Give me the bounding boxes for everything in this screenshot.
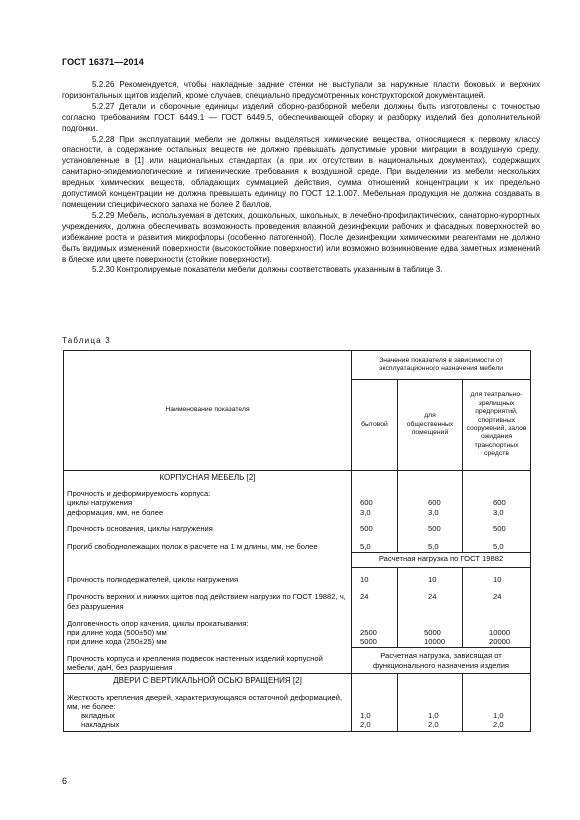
col-header-household: бытовой	[352, 380, 398, 471]
col-header-theatre: для театрально-зрелищных предприятий, спортивных сооружений, залов ожидания транспортных средств	[463, 380, 531, 471]
table-row: Прочность корпуса и крепления подвесок настенных изделий корпусной мебели, даН, без разрушения Расчетная нагрузка, зависящая от функционального назначения изделия	[64, 648, 531, 674]
document-body	[62, 80, 540, 276]
paragraph-5-2-28: 5.2.28 При эксплуатации мебели не должны выделяться химические вещества, относящиеся к первому классу опасности, а содержание остальных веществ не должно превышать допустимые уровни миграции в воздушную среду, установленные в [1] или национальных стандартах (а при их отсутствии в национальных документах), содержащих санитарно-эпидемиологические и гигиенические требования к воздушной среде. При выделении из мебели нескольких вредных химических веществ, обладающих суммацией действия, сумма отношений концентрации к их предельно допустимой концентрации не должна превышать единицу по ГОСТ 12.1.007. Мебельная продукция не должна создавать в помещении специфического запаха не более 2 баллов.	[62, 134, 540, 209]
table-row: Прочность полкодержателей, циклы нагружения 10 10 10	[64, 568, 531, 586]
table-row	[64, 553, 531, 568]
page-number: 6	[62, 776, 68, 786]
span-design-load: Расчетная нагрузка по ГОСТ 19882	[352, 553, 531, 568]
table-row: Прочность основания, циклы нагружения 500 500 500	[64, 518, 531, 534]
table-row: Жесткость крепления дверей, характеризующаяся остаточной деформацией, мм, не более: вкладных накладных 1,0 2,0 1,0 2,0 1,0 2,0	[64, 687, 531, 732]
specification-table	[63, 350, 531, 732]
table-row: Прогиб свободнолежащих полок в расчете на 1 м длины, мм, не более 5,0 5,0 5,0	[64, 534, 531, 553]
table-row: Прочность и деформируемость корпуса: циклы нагружения деформация, мм, не более 600 3,0 600 3,0 600 3,0	[64, 483, 531, 518]
table-caption: Таблица 3	[62, 336, 111, 345]
paragraph-5-2-30: 5.2.30 Контролируемые показатели мебели должны соответствовать указанным в таблице 3.	[92, 265, 443, 275]
paragraph-5-2-27: 5.2.27 Детали и сборочные единицы изделий сборно-разборной мебели должны быть изготовлены с точностью согласно требованиям ГОСТ 6449.1 — ГОСТ 6449.5, обеспечивающей сборку и разборку изделий без дополнительной подгонки.	[62, 101, 540, 133]
section-title-doors: ДВЕРИ С ВЕРТИКАЛЬНОЙ ОСЬЮ ВРАЩЕНИЯ [2]	[64, 674, 352, 687]
section-title-case-furniture: КОРПУСНАЯ МЕБЕЛЬ [2]	[64, 471, 352, 484]
document-header: ГОСТ 16371—2014	[62, 57, 144, 67]
col-header-name: Наименование показателя	[64, 351, 352, 471]
col-header-group: Значение показателя в зависимости от эксплуатационного назначения мебели	[352, 351, 531, 380]
paragraph-5-2-26: 5.2.26 Рекомендуется, чтобы накладные задние стенки не выступали за наружные пласти боковых и верхних горизонтальных щитов изделий, кроме случаев, специально предусмотренных конструкторской документацией.	[62, 80, 540, 100]
span-functional-load: Расчетная нагрузка, зависящая от функционального назначения изделия	[352, 648, 531, 674]
col-header-public: для общественных помещений	[398, 380, 463, 471]
paragraph-5-2-29: 5.2.29 Мебель, используемая в детских, дошкольных, школьных, в лечебно-профилактических, санаторно-курортных учреждениях, должна обеспечивать возможность проведения влажной дезинфекции рабочих и фасадных поверхностей во избежание роста и развития микрофлоры (особенно патогенной). После дезинфекции химическими реагентами не должно быть видимых изменений поверхности (высокостойкие поверхности) или возможно возникновение едва заметных изменений в блеске или цвете поверхности (стойкие поверхности).	[62, 210, 540, 264]
table-row: Долговечность опор качения, циклы прокатывания: при длине хода (500±50) мм при длине хода (250±25) мм 2500 5000 5000 10000 10000 20000	[64, 612, 531, 648]
table-row: Прочность верхних и нижних щитов под действием нагрузки по ГОСТ 19882, ч, без разрушения 24 24 24	[64, 585, 531, 611]
